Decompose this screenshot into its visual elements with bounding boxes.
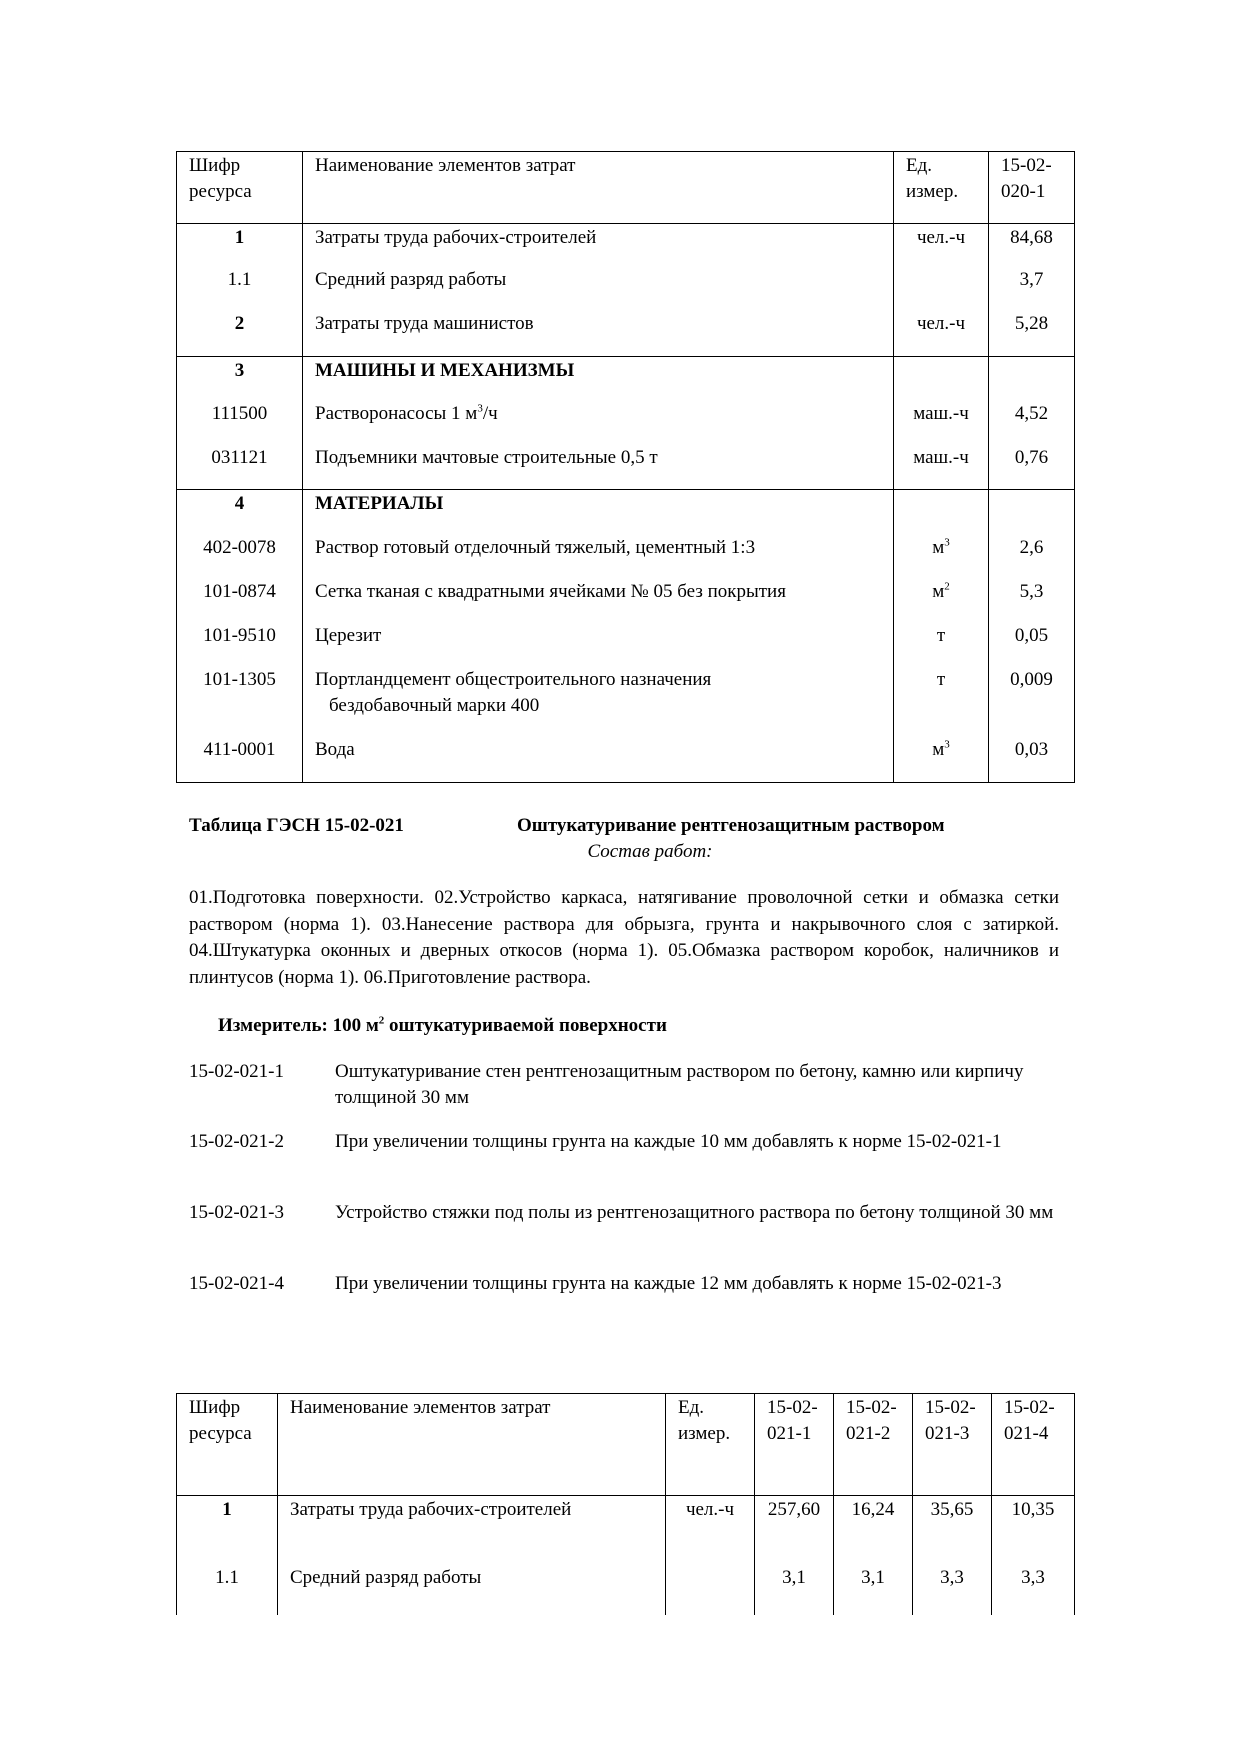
row-value: 16,24 <box>834 1496 913 1565</box>
norm-text: При увеличении толщины грунта на каждые 10 мм добавлять к норме 15-02-021-1 <box>335 1131 1002 1152</box>
table-code: Таблица ГЭСН 15-02-021 <box>189 815 404 836</box>
row-unit: т <box>894 667 989 737</box>
row-value: 5,3 <box>989 579 1075 623</box>
row-value: 3,7 <box>989 267 1075 311</box>
row-unit <box>894 490 989 535</box>
unit-text: м <box>932 738 945 760</box>
norm-code: 15-02-021-1 <box>189 1061 284 1082</box>
header-norm: 15-02-021-1 <box>755 1394 834 1496</box>
resource-table-15-02-020 <box>176 151 1075 783</box>
row-name: Раствор готовый отделочный тяжелый, цементный 1:3 <box>303 535 894 579</box>
table-header-row <box>177 152 1075 224</box>
norm-item <box>189 1129 1059 1155</box>
norm-item <box>189 1059 1059 1111</box>
table-row <box>177 311 1075 357</box>
header-code: Шифр ресурса <box>177 152 303 224</box>
row-name: Церезит <box>303 623 894 667</box>
unit-sup: 2 <box>944 580 950 593</box>
row-value: 4,52 <box>989 401 1075 445</box>
row-value <box>989 490 1075 535</box>
header-name: Наименование элементов затрат <box>278 1394 666 1496</box>
norm-item <box>189 1200 1059 1226</box>
composition-text: 01.Подготовка поверхности. 02.Устройство каркаса, натягивание проволочной сетки и обмазка сетки раствором (норма 1). 03.Нанесение раствора для обрызга, грунта и накрывочного слоя с затиркой. 04.Штукатурка оконных и дверных откосов (норма 1). 05.Обмазка раствором коробок, наличников и плинтусов (норма 1). 06.Приготовление раствора. <box>189 887 1059 988</box>
norm-item <box>189 1271 1059 1297</box>
row-code: 1 <box>177 1496 278 1565</box>
row-name <box>303 401 894 445</box>
row-name-sup: 3 <box>477 402 483 415</box>
norm-code: 15-02-021-3 <box>189 1202 284 1223</box>
row-value: 0,76 <box>989 445 1075 490</box>
unit-sup: 3 <box>944 536 950 549</box>
row-value: 257,60 <box>755 1496 834 1565</box>
row-code: 111500 <box>177 401 303 445</box>
row-value: 0,05 <box>989 623 1075 667</box>
table-row <box>177 267 1075 311</box>
header-norm: 15-02-021-3 <box>913 1394 992 1496</box>
row-value: 0,03 <box>989 737 1075 783</box>
row-name: Подъемники мачтовые строительные 0,5 т <box>303 445 894 490</box>
norm-text: При увеличении толщины грунта на каждые 12 мм добавлять к норме 15-02-021-3 <box>335 1273 1002 1294</box>
row-name: Средний разряд работы <box>278 1565 666 1615</box>
norm-text: Устройство стяжки под полы из рентгенозащитного раствора по бетону толщиной 30 мм <box>335 1202 1054 1223</box>
row-value: 35,65 <box>913 1496 992 1565</box>
table-header-row <box>177 1394 1075 1496</box>
unit-text: м <box>932 580 945 602</box>
row-name: МАШИНЫ И МЕХАНИЗМЫ <box>303 357 894 401</box>
table-row <box>177 623 1075 667</box>
meter-prefix: Измеритель: 100 м <box>218 1015 379 1036</box>
row-name: Затраты труда рабочих-строителей <box>303 224 894 267</box>
row-value: 10,35 <box>992 1496 1075 1565</box>
row-code: 2 <box>177 311 303 357</box>
row-unit: маш.-ч <box>894 445 989 490</box>
row-unit: чел.-ч <box>666 1496 755 1565</box>
header-norm: 15-02-020-1 <box>989 152 1075 224</box>
header-unit: Ед. измер. <box>894 152 989 224</box>
header-unit: Ед. измер. <box>666 1394 755 1496</box>
row-name-line1: Портландцемент общестроительного назначения <box>315 668 712 690</box>
row-code: 411-0001 <box>177 737 303 783</box>
row-value: 84,68 <box>989 224 1075 267</box>
table-row <box>177 1565 1075 1615</box>
header-name: Наименование элементов затрат <box>303 152 894 224</box>
header-norm: 15-02-021-4 <box>992 1394 1075 1496</box>
table-row <box>177 667 1075 737</box>
meter-line <box>218 1013 667 1039</box>
table-row <box>177 490 1075 535</box>
row-name <box>303 667 894 737</box>
row-name: Затраты труда рабочих-строителей <box>278 1496 666 1565</box>
resource-table-15-02-021 <box>176 1393 1075 1615</box>
table-title: Оштукатуривание рентгенозащитным раствором <box>517 815 945 836</box>
table-row <box>177 445 1075 490</box>
row-name: Сетка тканая с квадратными ячейками № 05 без покрытия <box>303 579 894 623</box>
table-row <box>177 579 1075 623</box>
row-unit: т <box>894 623 989 667</box>
table-row <box>177 535 1075 579</box>
row-unit <box>894 267 989 311</box>
row-value: 5,28 <box>989 311 1075 357</box>
norm-text: Оштукатуривание стен рентгенозащитным раствором по бетону, камню или кирпичу толщиной 30 мм <box>335 1061 1024 1108</box>
row-code: 101-1305 <box>177 667 303 737</box>
norm-code: 15-02-021-2 <box>189 1131 284 1152</box>
meter-sup: 2 <box>378 1014 385 1027</box>
row-name: МАТЕРИАЛЫ <box>303 490 894 535</box>
meter-suffix: оштукатуриваемой поверхности <box>384 1015 667 1036</box>
row-unit: чел.-ч <box>894 311 989 357</box>
row-code: 101-0874 <box>177 579 303 623</box>
row-unit <box>894 737 989 783</box>
unit-sup: 3 <box>944 738 950 751</box>
row-value: 3,3 <box>913 1565 992 1615</box>
unit-text: м <box>932 536 945 558</box>
norm-code: 15-02-021-4 <box>189 1273 284 1294</box>
table-row <box>177 357 1075 401</box>
table-row <box>177 224 1075 267</box>
row-name-tail: /ч <box>482 402 498 424</box>
row-code: 4 <box>177 490 303 535</box>
header-code: Шифр ресурса <box>177 1394 278 1496</box>
row-unit <box>894 535 989 579</box>
row-name-line2: бездобавочный марки 400 <box>329 694 540 716</box>
row-unit: маш.-ч <box>894 401 989 445</box>
header-norm: 15-02-021-2 <box>834 1394 913 1496</box>
row-value: 3,1 <box>755 1565 834 1615</box>
row-name: Средний разряд работы <box>303 267 894 311</box>
row-unit <box>666 1565 755 1615</box>
row-value: 2,6 <box>989 535 1075 579</box>
row-code: 1.1 <box>177 267 303 311</box>
table-row <box>177 401 1075 445</box>
row-name-text: Растворонасосы 1 м <box>315 402 478 424</box>
row-name: Вода <box>303 737 894 783</box>
row-code: 1 <box>177 224 303 267</box>
row-name: Затраты труда машинистов <box>303 311 894 357</box>
table-row <box>177 737 1075 783</box>
row-value: 3,1 <box>834 1565 913 1615</box>
row-code: 1.1 <box>177 1565 278 1615</box>
table-row <box>177 1496 1075 1565</box>
row-unit <box>894 357 989 401</box>
row-code: 101-9510 <box>177 623 303 667</box>
row-value: 0,009 <box>989 667 1075 737</box>
row-code: 402-0078 <box>177 535 303 579</box>
row-value <box>989 357 1075 401</box>
row-unit <box>894 579 989 623</box>
row-code: 031121 <box>177 445 303 490</box>
row-value: 3,3 <box>992 1565 1075 1615</box>
row-code: 3 <box>177 357 303 401</box>
row-unit: чел.-ч <box>894 224 989 267</box>
composition-label: Состав работ: <box>587 841 713 862</box>
